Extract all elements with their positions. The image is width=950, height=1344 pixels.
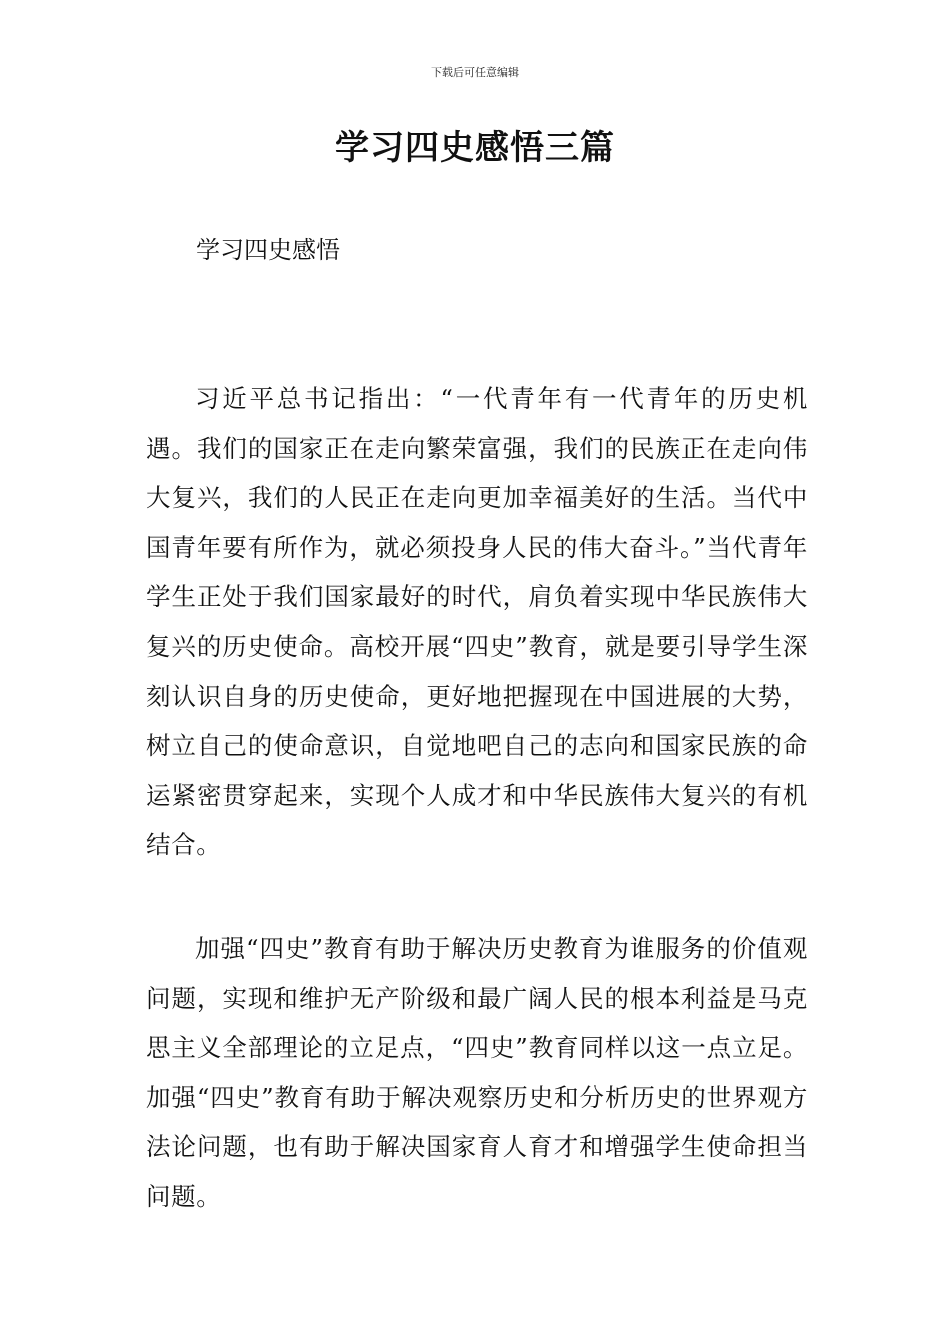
document-title: 学习四史感悟三篇 [335, 128, 615, 168]
header-note: 下载后可任意编辑 [431, 66, 519, 79]
document-subtitle: 学习四史感悟 [196, 236, 340, 264]
body-paragraph-2: 加强“四史”教育有助于解决历史教育为谁服务的价值观问题，实现和维护无产阶级和最广阔人民的根本利益是马克思主义全部理论的立足点，“四史”教育同样以这一点立足。加强“四史”教育有助于解决观察历史和分析历史的世界观方法论问题，也有助于解决国家育人育才和增强学生使命担当问题。 [146, 934, 808, 1211]
body-paragraph-1: 习近平总书记指出：“一代青年有一代青年的历史机遇。我们的国家正在走向繁荣富强，我们的民族正在走向伟大复兴，我们的人民正在走向更加幸福美好的生活。当代中国青年要有所作为，就必须投身人民的伟大奋斗。”当代青年学生正处于我们国家最好的时代，肩负着实现中华民族伟大复兴的历史使命。高校开展“四史”教育，就是要引导学生深刻认识自身的历史使命，更好地把握现在中国进展的大势，树立自己的使命意识，自觉地吧自己的志向和国家民族的命运紧密贯穿起来，实现个人成才和中华民族伟大复兴的有机结合。 [146, 384, 808, 860]
